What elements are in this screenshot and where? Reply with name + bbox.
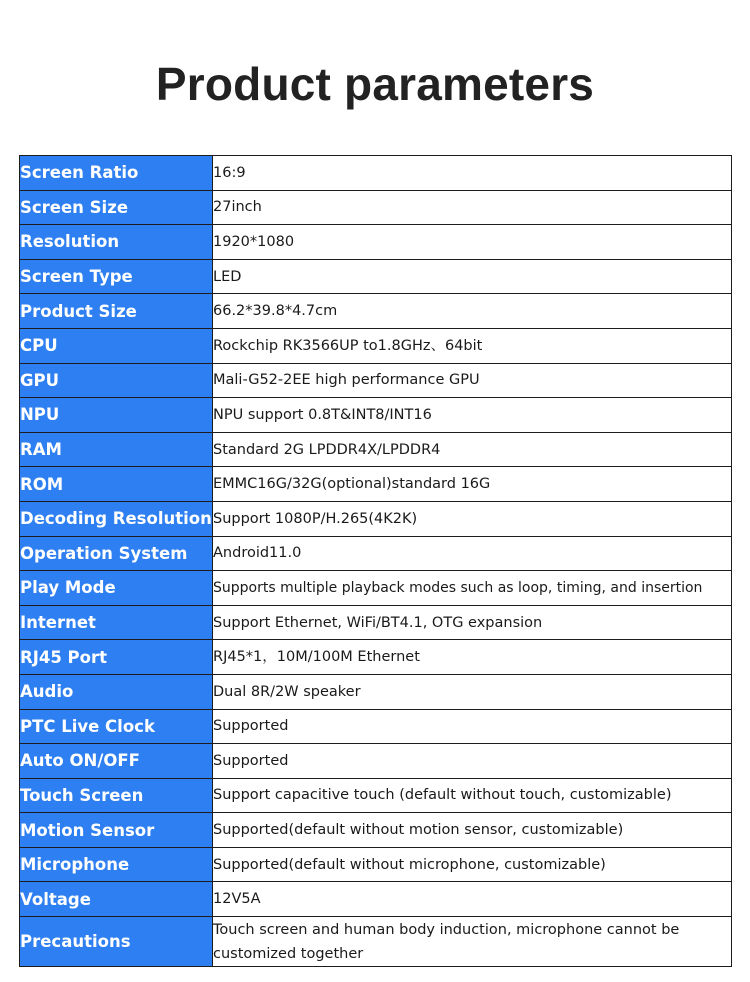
table-row <box>20 190 732 225</box>
param-value: 16:9 <box>213 156 732 191</box>
param-value: Support 1080P/H.265(4K2K) <box>213 501 732 536</box>
table-row <box>20 674 732 709</box>
param-label: Product Size <box>20 294 213 329</box>
table-row <box>20 882 732 917</box>
param-label: PTC Live Clock <box>20 709 213 744</box>
table-row <box>20 744 732 779</box>
param-value: Support Ethernet, WiFi/BT4.1, OTG expansion <box>213 605 732 640</box>
table-row <box>20 432 732 467</box>
table-row <box>20 501 732 536</box>
param-label: Audio <box>20 674 213 709</box>
param-label: ROM <box>20 467 213 502</box>
param-value: Supports multiple playback modes such as loop, timing, and insertion <box>213 571 732 606</box>
param-value: 1920*1080 <box>213 225 732 260</box>
param-label: Operation System <box>20 536 213 571</box>
table-row <box>20 225 732 260</box>
param-label: Precautions <box>20 917 213 967</box>
param-label: Screen Type <box>20 259 213 294</box>
param-value: Dual 8R/2W speaker <box>213 674 732 709</box>
param-label: Microphone <box>20 847 213 882</box>
param-value: Support capacitive touch (default without touch, customizable) <box>213 778 732 813</box>
param-value: Supported(default without microphone, customizable) <box>213 847 732 882</box>
table-row <box>20 363 732 398</box>
parameters-table <box>19 155 732 967</box>
param-value: 66.2*39.8*4.7cm <box>213 294 732 329</box>
table-row <box>20 778 732 813</box>
param-label: Voltage <box>20 882 213 917</box>
table-row <box>20 847 732 882</box>
param-label: Screen Ratio <box>20 156 213 191</box>
param-value: Supported <box>213 744 732 779</box>
param-value: NPU support 0.8T&INT8/INT16 <box>213 398 732 433</box>
table-row <box>20 917 732 967</box>
param-label: GPU <box>20 363 213 398</box>
param-value: LED <box>213 259 732 294</box>
table-row <box>20 467 732 502</box>
param-value: Supported(default without motion sensor, customizable) <box>213 813 732 848</box>
param-label: CPU <box>20 328 213 363</box>
table-row <box>20 536 732 571</box>
param-label: Touch Screen <box>20 778 213 813</box>
param-label: Internet <box>20 605 213 640</box>
param-label: Screen Size <box>20 190 213 225</box>
param-value: 12V5A <box>213 882 732 917</box>
param-value: Mali-G52-2EE high performance GPU <box>213 363 732 398</box>
table-row <box>20 156 732 191</box>
param-value: Rockchip RK3566UP to1.8GHz、64bit <box>213 328 732 363</box>
table-row <box>20 294 732 329</box>
param-label: Decoding Resolution <box>20 501 213 536</box>
table-row <box>20 259 732 294</box>
param-value: Touch screen and human body induction, microphone cannot be customized together <box>213 917 732 967</box>
param-label: Auto ON/OFF <box>20 744 213 779</box>
param-value: Supported <box>213 709 732 744</box>
page-title: Product parameters <box>155 58 595 110</box>
table-row <box>20 328 732 363</box>
param-value: RJ45*1，10M/100M Ethernet <box>213 640 732 675</box>
param-label: Play Mode <box>20 571 213 606</box>
param-value: Standard 2G LPDDR4X/LPDDR4 <box>213 432 732 467</box>
table-row <box>20 640 732 675</box>
param-label: RAM <box>20 432 213 467</box>
table-row <box>20 605 732 640</box>
param-label: Motion Sensor <box>20 813 213 848</box>
table-row <box>20 813 732 848</box>
table-row <box>20 571 732 606</box>
table-row <box>20 709 732 744</box>
param-label: Resolution <box>20 225 213 260</box>
param-value: 27inch <box>213 190 732 225</box>
param-value: Android11.0 <box>213 536 732 571</box>
param-label: RJ45 Port <box>20 640 213 675</box>
param-label: NPU <box>20 398 213 433</box>
table-row <box>20 398 732 433</box>
param-value: EMMC16G/32G(optional)standard 16G <box>213 467 732 502</box>
